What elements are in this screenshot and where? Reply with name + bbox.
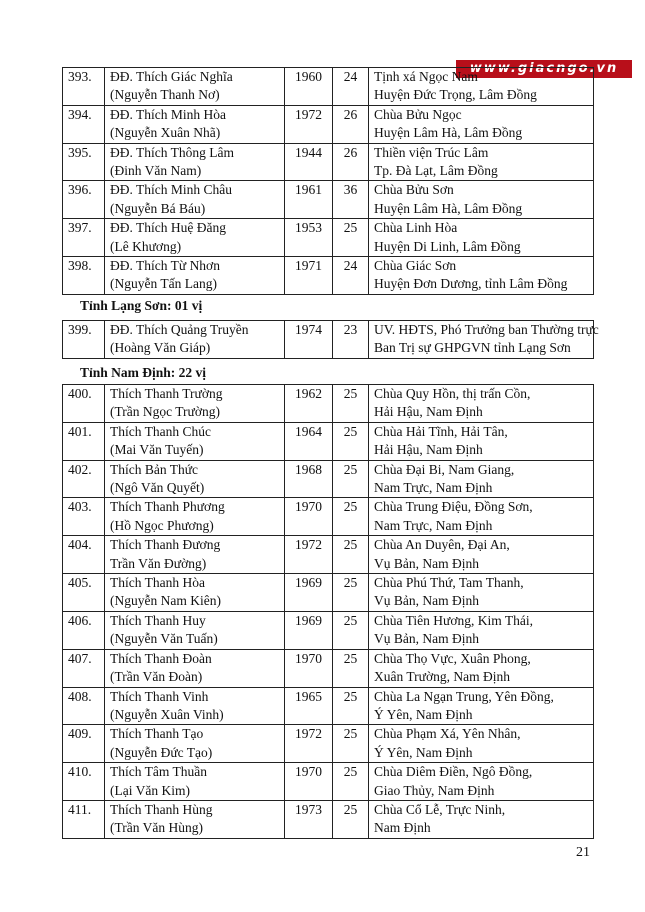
place-line-2: Ban Trị sự GHPGVN tỉnh Lạng Sơn [374,340,571,356]
row-number-cell [63,687,105,725]
table-row [63,181,594,219]
age-cell [333,422,369,460]
place-cell [369,649,594,687]
dharma-name: Thích Bản Thức [110,461,199,477]
birth-year-cell [285,105,333,143]
place-cell [369,143,594,181]
birth-year: 1970 [295,764,322,780]
ordination-table-nam-dinh [62,384,594,839]
place-line-2: Nam Trực, Nam Định [374,517,493,533]
birth-year-cell [285,257,333,295]
monk-name-cell [105,181,285,219]
table-row [63,687,594,725]
place-cell [369,257,594,295]
birth-year: 1974 [295,322,322,337]
age-cell [333,219,369,257]
table-row [63,800,594,838]
row-number: 407. [68,650,92,666]
dharma-name: ĐĐ. Thích Minh Châu [110,182,232,198]
birth-year-cell [285,385,333,423]
lay-name: (Trần Văn Hùng) [110,820,203,836]
monk-name-cell [105,68,285,106]
place-line-2: Ý Yên, Nam Định [374,706,473,722]
place-cell [369,422,594,460]
age-cell [333,574,369,612]
place-line-2: Huyện Lâm Hà, Lâm Đồng [374,125,523,141]
place-line-2: Huyện Đơn Dương, tỉnh Lâm Đồng [374,276,568,292]
place-cell [369,181,594,219]
lay-name: (Mai Văn Tuyến) [110,442,204,458]
lay-name: (Nguyễn Bá Báu) [110,200,206,216]
table-row [63,219,594,257]
age-cell [333,536,369,574]
lay-name: (Nguyễn Tấn Lang) [110,276,217,292]
table-row [63,321,594,359]
place-line-2: Nam Trực, Nam Định [374,480,493,496]
birth-year-cell [285,763,333,801]
age-cell [333,649,369,687]
place-line-2: Hải Hậu, Nam Định [374,404,483,420]
age-cell [333,800,369,838]
table-row [63,536,594,574]
place-line-2: Tp. Đà Lạt, Lâm Đồng [374,163,498,179]
row-number-cell [63,498,105,536]
age-value: 24 [343,69,358,84]
dharma-name: Thích Thanh Đoàn [110,650,212,666]
ordination-table-lang-son [62,320,599,359]
section-heading-lang-son: Tỉnh Lạng Sơn: 01 vị [80,298,203,313]
age-value: 25 [343,688,358,704]
age-value: 25 [343,650,358,666]
row-number-cell [63,574,105,612]
birth-year: 1971 [295,258,322,274]
lay-name: (Nguyễn Văn Tuấn) [110,631,218,647]
row-number-cell [63,536,105,574]
birth-year-cell [285,800,333,838]
monk-name-cell [105,219,285,257]
lay-name: (Trần Ngọc Trường) [110,404,220,420]
age-value: 25 [343,801,358,817]
birth-year: 1964 [295,423,322,439]
page-number: 21 [576,845,590,860]
row-number-cell [63,422,105,460]
dharma-name: ĐĐ. Thích Minh Hòa [110,106,226,122]
place-line-2: Nam Định [374,820,431,836]
table-row [63,460,594,498]
place-line-2: Huyện Di Linh, Lâm Đồng [374,238,521,254]
row-number-cell [63,611,105,649]
birth-year: 1972 [295,726,322,742]
age-cell [333,257,369,295]
birth-year: 1962 [295,386,322,401]
birth-year: 1969 [295,612,322,628]
dharma-name: Thích Thanh Vinh [110,688,209,704]
birth-year-cell [285,321,333,359]
age-cell [333,460,369,498]
place-line-1: Chùa Trung Điệu, Đồng Sơn, [374,499,533,515]
age-value: 25 [343,726,358,742]
row-number-cell [63,460,105,498]
place-line-2: Huyện Đức Trọng, Lâm Đồng [374,87,537,103]
place-line-1: Chùa An Duyên, Đại An, [374,537,510,553]
place-cell [369,460,594,498]
age-cell [333,498,369,536]
monk-name-cell [105,725,285,763]
monk-name-cell [105,649,285,687]
place-cell [369,68,594,106]
row-number-cell [63,725,105,763]
row-number: 404. [68,537,92,553]
row-number-cell [63,219,105,257]
age-cell [333,611,369,649]
age-value: 25 [343,499,358,515]
place-line-1: Chùa Cổ Lễ, Trực Ninh, [374,801,506,817]
monk-name-cell [105,800,285,838]
place-line-1: Chùa Quy Hồn, thị trấn Cồn, [374,386,531,401]
row-number-cell [63,321,105,359]
row-number: 398. [68,258,92,274]
place-cell [369,574,594,612]
table-row [63,68,594,106]
place-cell [369,219,594,257]
place-line-1: Chùa La Ngạn Trung, Yên Đồng, [374,688,554,704]
monk-name-cell [105,574,285,612]
age-cell [333,385,369,423]
age-value: 25 [343,461,358,477]
lay-name: (Nguyễn Thanh Nơ) [110,87,220,103]
birth-year: 1968 [295,461,322,477]
row-number-cell [63,105,105,143]
table-row [63,105,594,143]
birth-year-cell [285,68,333,106]
table-row [63,422,594,460]
row-number-cell [63,68,105,106]
birth-year-cell [285,611,333,649]
age-cell [333,143,369,181]
row-number: 394. [68,106,92,122]
birth-year: 1972 [295,106,322,122]
age-value: 26 [343,144,358,160]
place-line-1: Chùa Diêm Điền, Ngô Đồng, [374,764,533,780]
dharma-name: Thích Thanh Chúc [110,423,211,439]
row-number: 400. [68,386,92,401]
place-line-2: Huyện Lâm Hà, Lâm Đồng [374,200,523,216]
lay-name: Trần Văn Đường) [110,555,207,571]
age-cell [333,68,369,106]
age-value: 26 [343,106,358,122]
place-line-2: Ý Yên, Nam Định [374,744,473,760]
dharma-name: Thích Thanh Hùng [110,801,213,817]
table-row [63,385,594,423]
row-number: 402. [68,461,92,477]
place-line-2: Giao Thủy, Nam Định [374,782,495,798]
place-line-1: Chùa Tiên Hương, Kim Thái, [374,612,533,628]
row-number: 405. [68,575,92,591]
place-cell [369,498,594,536]
lay-name: (Hoàng Văn Giáp) [110,340,211,356]
place-cell [369,725,594,763]
table-row [63,498,594,536]
age-cell [333,763,369,801]
row-number: 393. [68,69,92,84]
place-line-2: Vụ Bản, Nam Định [374,593,479,609]
lay-name: (Nguyễn Xuân Vinh) [110,706,224,722]
birth-year: 1970 [295,499,322,515]
place-line-2: Hải Hậu, Nam Định [374,442,483,458]
age-cell [333,181,369,219]
dharma-name: Thích Thanh Hòa [110,575,205,591]
place-cell [369,536,594,574]
table-row [63,574,594,612]
age-value: 23 [343,322,358,337]
age-value: 25 [343,423,358,439]
row-number-cell [63,385,105,423]
birth-year-cell [285,725,333,763]
age-value: 25 [343,764,358,780]
age-cell [333,687,369,725]
dharma-name: ĐĐ. Thích Thông Lâm [110,144,234,160]
dharma-name: Thích Thanh Đương [110,537,221,553]
row-number-cell [63,181,105,219]
monk-name-cell [105,611,285,649]
monk-name-cell [105,498,285,536]
age-value: 25 [343,537,358,553]
age-cell [333,105,369,143]
table-row [63,763,594,801]
birth-year: 1953 [295,220,322,236]
place-line-1: UV. HĐTS, Phó Trưởng ban Thường trực [374,322,599,337]
table-row [63,649,594,687]
lay-name: (Hồ Ngọc Phương) [110,517,214,533]
place-line-1: Chùa Bửu Ngọc [374,106,462,122]
monk-name-cell [105,143,285,181]
birth-year: 1969 [295,575,322,591]
dharma-name: Thích Thanh Trường [110,386,223,401]
place-line-1: Thiền viện Trúc Lâm [374,144,489,160]
place-cell [369,385,594,423]
place-cell [369,763,594,801]
place-line-1: Chùa Phú Thứ, Tam Thanh, [374,575,524,591]
place-line-1: Chùa Thọ Vực, Xuân Phong, [374,650,531,666]
birth-year-cell [285,574,333,612]
table-row [63,611,594,649]
birth-year: 1973 [295,801,322,817]
birth-year: 1970 [295,650,322,666]
row-number: 411. [68,801,92,817]
place-line-1: Chùa Hải Tĩnh, Hải Tân, [374,423,508,439]
place-cell [369,687,594,725]
row-number-cell [63,257,105,295]
place-cell [369,105,594,143]
birth-year-cell [285,687,333,725]
lay-name: (Nguyễn Xuân Nhã) [110,125,221,141]
row-number-cell [63,649,105,687]
row-number: 409. [68,726,92,742]
place-line-1: Tịnh xá Ngọc Nam [374,69,478,84]
monk-name-cell [105,257,285,295]
monk-name-cell [105,536,285,574]
age-value: 25 [343,575,358,591]
age-value: 25 [343,220,358,236]
row-number: 397. [68,220,92,236]
birth-year: 1961 [295,182,322,198]
age-cell [333,725,369,763]
row-number: 401. [68,423,92,439]
section-heading-nam-dinh: Tỉnh Nam Định: 22 vị [80,365,207,380]
dharma-name: ĐĐ. Thích Từ Nhơn [110,258,220,274]
lay-name: (Đinh Văn Nam) [110,163,202,179]
place-cell [369,800,594,838]
birth-year-cell [285,460,333,498]
monk-name-cell [105,422,285,460]
row-number: 410. [68,764,92,780]
dharma-name: Thích Thanh Phương [110,499,225,515]
lay-name: (Ngô Văn Quyết) [110,480,205,496]
place-line-1: Chùa Bửu Sơn [374,182,454,198]
birth-year: 1965 [295,688,322,704]
monk-name-cell [105,105,285,143]
birth-year: 1960 [295,69,322,84]
birth-year-cell [285,422,333,460]
row-number-cell [63,763,105,801]
dharma-name: ĐĐ. Thích Quảng Truyền [110,322,249,337]
place-line-1: Chùa Giác Sơn [374,258,457,274]
birth-year-cell [285,181,333,219]
lay-name: (Lê Khương) [110,238,182,254]
place-cell [369,321,599,359]
monk-name-cell [105,321,285,359]
website-watermark: www.giacngo.vn [456,60,632,78]
lay-name: (Nguyễn Nam Kiên) [110,593,221,609]
age-cell [333,321,369,359]
place-line-1: Chùa Linh Hòa [374,220,458,236]
row-number: 403. [68,499,92,515]
birth-year-cell [285,536,333,574]
row-number: 396. [68,182,92,198]
place-line-1: Chùa Đại Bi, Nam Giang, [374,461,515,477]
row-number: 399. [68,322,92,337]
row-number: 408. [68,688,92,704]
row-number-cell [63,143,105,181]
dharma-name: ĐĐ. Thích Huệ Đăng [110,220,226,236]
age-value: 25 [343,612,358,628]
table-row [63,257,594,295]
age-value: 36 [343,182,358,198]
age-value: 25 [343,386,358,401]
birth-year: 1944 [295,144,322,160]
dharma-name: Thích Thanh Tạo [110,726,204,742]
place-cell [369,611,594,649]
monk-name-cell [105,687,285,725]
lay-name: (Lại Văn Kim) [110,782,190,798]
monk-name-cell [105,460,285,498]
ordination-table-lam-dong [62,67,594,295]
monk-name-cell [105,385,285,423]
row-number: 395. [68,144,92,160]
age-value: 24 [343,258,358,274]
lay-name: (Nguyễn Đức Tạo) [110,744,213,760]
place-line-2: Vụ Bản, Nam Định [374,555,479,571]
dharma-name: Thích Tâm Thuần [110,764,207,780]
lay-name: (Trần Văn Đoàn) [110,669,203,685]
birth-year-cell [285,649,333,687]
table-row [63,143,594,181]
dharma-name: ĐĐ. Thích Giác Nghĩa [110,69,233,84]
place-line-1: Chùa Phạm Xá, Yên Nhân, [374,726,521,742]
place-line-2: Vụ Bản, Nam Định [374,631,479,647]
table-row [63,725,594,763]
dharma-name: Thích Thanh Huy [110,612,206,628]
monk-name-cell [105,763,285,801]
row-number-cell [63,800,105,838]
birth-year: 1972 [295,537,322,553]
birth-year-cell [285,143,333,181]
birth-year-cell [285,498,333,536]
place-line-2: Xuân Trường, Nam Định [374,669,510,685]
birth-year-cell [285,219,333,257]
row-number: 406. [68,612,92,628]
